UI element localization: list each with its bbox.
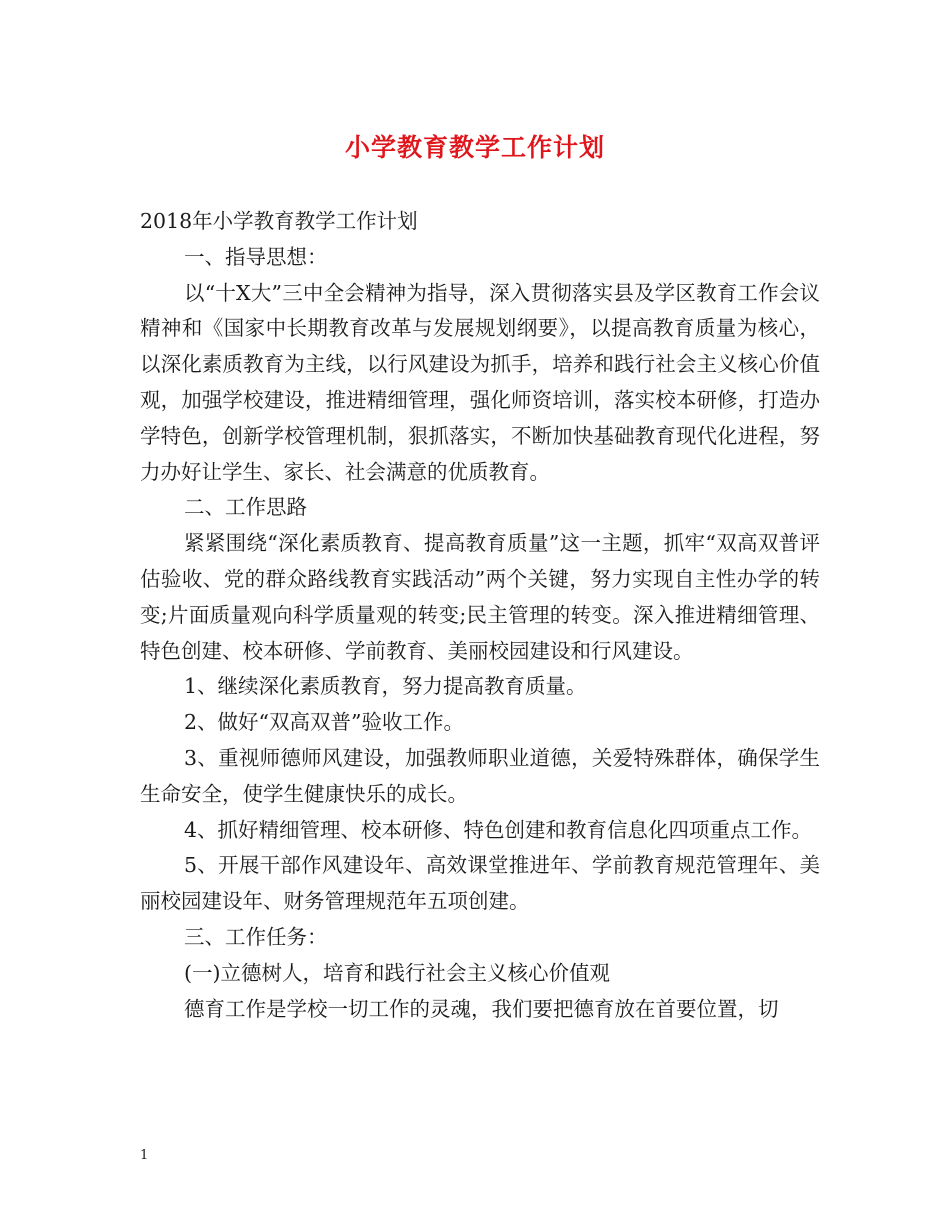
list-item-3: 3、重视师德师风建设，加强教师职业道德，关爱特殊群体，确保学生生命安全，使学生健康快乐的成长。: [140, 745, 820, 806]
section-heading-work-tasks: 三、工作任务：: [184, 924, 328, 949]
section-heading-work-approach: 二、工作思路: [184, 495, 307, 520]
paragraph-moral-education: 德育工作是学校一切工作的灵魂，我们要把德育放在首要位置，切: [184, 996, 779, 1021]
page-number: 1: [140, 1148, 149, 1163]
list-item-1: 1、继续深化素质教育，努力提高教育质量。: [184, 674, 587, 699]
subtitle-line: 2018年小学教育教学工作计划: [140, 209, 418, 233]
subsection-heading-moral-education: (一)立德树人，培育和践行社会主义核心价值观: [184, 960, 610, 985]
document-title: 小学教育教学工作计划: [344, 133, 605, 162]
list-item-2: 2、做好“双高双普”验收工作。: [184, 710, 465, 735]
paragraph-guiding-ideology: 以“十X大”三中全会精神为指导，深入贯彻落实县及学区教育工作会议精神和《国家中长期教育改革与发展规划纲要》，以提高教育质量为核心，以深化素质教育为主线，以行风建设为抓手，培养和践行社会主义核心价值观，加强学校建设，推进精细管理，强化师资培训，落实校本研修，打造办学特色，创新学校管理机制，狠抓落实，不断加快基础教育现代化进程，努力办好让学生、家长、社会满意的优质教育。: [140, 280, 820, 484]
document-body: [140, 204, 820, 1027]
section-heading-guiding-ideology: 一、指导思想：: [184, 244, 328, 269]
list-item-5: 5、开展干部作风建设年、高效课堂推进年、学前教育规范管理年、美丽校园建设年、财务管理规范年五项创建。: [140, 853, 820, 914]
paragraph-work-approach: 紧紧围绕“深化素质教育、提高教育质量”这一主题，抓牢“双高双普评估验收、党的群众路线教育实践活动”两个关键，努力实现自主性办学的转变;片面质量观向科学质量观的转变;民主管理的转变。深入推进精细管理、特色创建、校本研修、学前教育、美丽校园建设和行风建设。: [140, 531, 820, 663]
list-item-4: 4、抓好精细管理、校本研修、特色创建和教育信息化四项重点工作。: [184, 817, 813, 842]
